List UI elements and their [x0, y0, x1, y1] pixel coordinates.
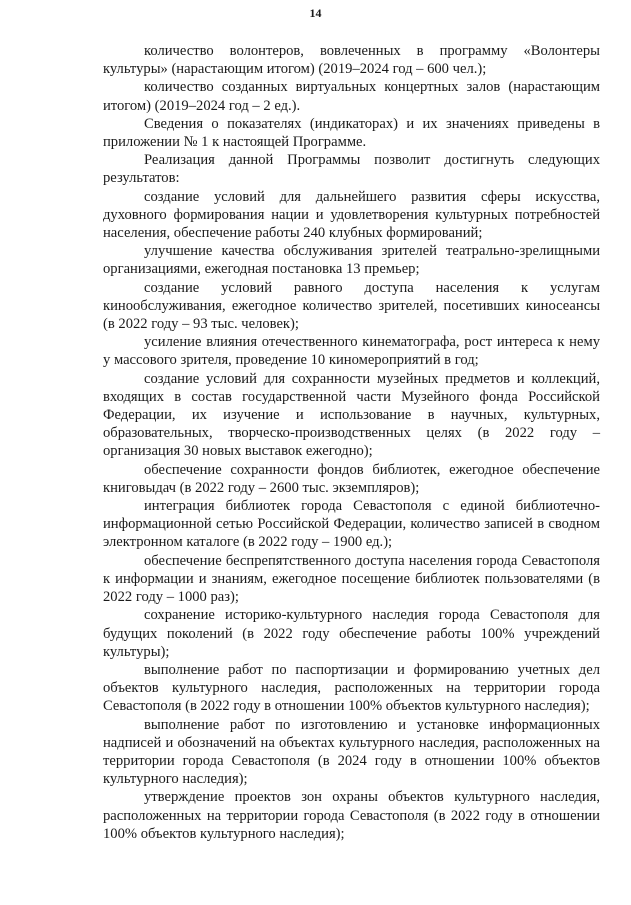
- paragraph-protection-zones: утверждение проектов зон охраны объектов культурного наследия, расположенных на территории города Севастополя (в 2022 году в отношении 100% объектов культурного наследия);: [103, 789, 600, 842]
- paragraph-virtual-concert-halls: количество созданных виртуальных концертных залов (нарастающим итогом) (2019–2024 год – 2 ед.).: [103, 79, 600, 114]
- paragraph-library-funds: обеспечение сохранности фондов библиотек, ежегодное обеспечение книговыдач (в 2022 году – 2600 тыс. экземпляров);: [103, 461, 600, 496]
- page-number: 14: [309, 6, 322, 20]
- paragraph-volunteers-count: количество волонтеров, вовлеченных в программу «Волонтеры культуры» (нарастающим итогом) (2019–2024 год – 600 чел.);: [103, 43, 600, 78]
- paragraph-cinema-access: создание условий равного доступа населения к услугам кинообслуживания, ежегодное количество зрителей, посетивших киносеансы (в 2022 году – 93 тыс. человек);: [103, 279, 600, 333]
- paragraph-heritage-preservation: сохранение историко-культурного наследия города Севастополя для будущих поколений (в 2022 году обеспечение работы 100% учреждений культуры);: [103, 607, 600, 660]
- paragraph-theatre-quality: улучшение качества обслуживания зрителей театрально-зрелищными организациями, ежегодная постановка 13 премьер;: [103, 243, 600, 278]
- paragraph-information-access: обеспечение беспрепятственного доступа населения города Севастополя к информации и знаниям, ежегодное посещение библиотек пользователями (в 2022 году – 1000 раз);: [103, 552, 600, 606]
- paragraph-library-integration: интеграция библиотек города Севастополя с единой библиотечно-информационной сетью Российской Федерации, количество записей в сводном электронном каталоге (в 2022 году – 1900 ед.);: [103, 498, 600, 551]
- paragraph-heritage-signage: выполнение работ по изготовлению и установке информационных надписей и обозначений на объектах культурного наследия, расположенных на территории города Севастополя (в 2024 году в отношении 100% объектов культурного наследия);: [103, 716, 600, 788]
- paragraph-heritage-passports: выполнение работ по паспортизации и формированию учетных дел объектов культурного наследия, расположенных на территории города Севастополя (в 2022 году в отношении 100% объектов культурного наследия);: [103, 661, 600, 715]
- paragraph-arts-development: создание условий для дальнейшего развития сферы искусства, духовного формирования нации и удовлетворения культурных потребностей населения, обеспечение работы 240 клубных формирований;: [103, 188, 600, 242]
- paragraph-results-intro: Реализация данной Программы позволит достигнуть следующих результатов:: [103, 152, 600, 187]
- paragraph-indicators-reference: Сведения о показателях (индикаторах) и их значениях приведены в приложении № 1 к настоящей Программе.: [103, 115, 600, 151]
- document-body: [103, 42, 600, 843]
- paragraph-national-cinema: усиление влияния отечественного кинематографа, рост интереса к нему у массового зрителя, проведение 10 киномероприятий в год;: [103, 334, 600, 369]
- paragraph-museum-collections: создание условий для сохранности музейных предметов и коллекций, входящих в состав государственной части Музейного фонда Российской Федерации, их изучение и использование в научных, культурных, образовательных, творческо-производственных целях (в 2022 году – организация 30 новых выставок ежегодно);: [103, 370, 600, 460]
